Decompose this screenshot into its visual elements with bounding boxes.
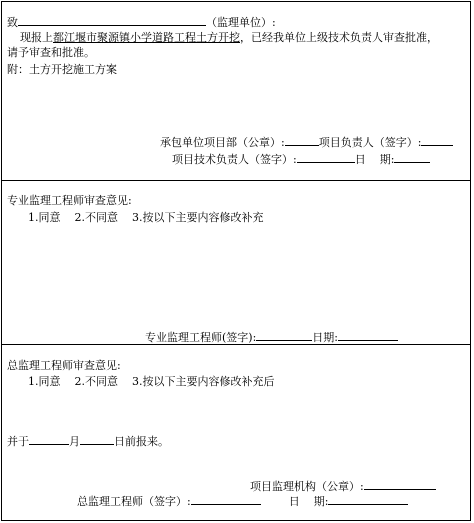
chief-signature-label: 总监理工程师（签字）:: [77, 495, 191, 508]
project-manager-label: 项目负责人（签字）:: [318, 136, 422, 149]
date-label: 期:: [379, 153, 395, 166]
submission-text: [20, 31, 438, 45]
deadline-prefix: 并于: [7, 435, 29, 448]
body-prefix: 现报上: [20, 31, 53, 44]
contractor-seal-field[interactable]: [285, 134, 319, 146]
chief-option-agree: 1.同意: [28, 375, 61, 388]
chief-date-field[interactable]: [328, 493, 408, 505]
specialist-date-field[interactable]: [338, 329, 398, 341]
deadline-day-field[interactable]: [80, 433, 114, 445]
deadline-month-field[interactable]: [29, 433, 69, 445]
date-field[interactable]: [394, 151, 430, 163]
agency-label: 项目监理机构（公章）:: [250, 480, 364, 493]
project-name: 都江堰市聚源镇小学道路工程土方开挖: [53, 31, 240, 44]
chief-signature-line: [77, 493, 408, 509]
option-revise: 3.按以下主要内容修改补充: [132, 211, 264, 224]
deadline-line: [7, 433, 169, 449]
contractor-dept-label: 承包单位项目部（公章）:: [160, 136, 285, 149]
specialist-signature-line: [145, 329, 398, 345]
chief-date-label: 期:: [313, 495, 329, 508]
to-prefix: 致: [7, 16, 18, 29]
tech-lead-field[interactable]: [297, 151, 355, 163]
attachment-note: 附：土方开挖施工方案: [7, 63, 117, 76]
project-manager-field[interactable]: [421, 134, 453, 146]
chief-signature-field[interactable]: [191, 493, 261, 505]
chief-review-title: 总监理工程师审查意见:: [7, 359, 121, 372]
specialist-review-title: 专业监理工程师审查意见:: [7, 194, 132, 207]
chief-day-label: 日: [288, 495, 300, 508]
tech-lead-label: 项目技术负责人（签字）:: [172, 153, 297, 166]
specialist-date-label: 日期:: [312, 331, 339, 344]
body-suffix: ，已经我单位上级技术负责人审查批准，: [240, 31, 438, 44]
specialist-options: [28, 211, 264, 225]
chief-option-revise: 3.按以下主要内容修改补充后: [132, 375, 275, 388]
body-line-2: 请予审查和批准。: [7, 46, 95, 59]
month-label: 月: [69, 435, 80, 448]
to-suffix: （监理单位）:: [206, 16, 276, 29]
option-agree: 1.同意: [28, 211, 61, 224]
deadline-suffix: 日前报来。: [114, 435, 169, 448]
contractor-signature-line: [160, 134, 453, 150]
chief-options: [28, 375, 275, 389]
tech-lead-line: [172, 151, 430, 167]
chief-option-disagree: 2.不同意: [74, 375, 118, 388]
supervisor-unit-field[interactable]: [18, 14, 206, 26]
addressee-line: [7, 14, 276, 30]
day-label: 日: [354, 153, 366, 166]
specialist-signature-label: 专业监理工程师(签字):: [145, 331, 257, 344]
specialist-signature-field[interactable]: [256, 329, 312, 341]
agency-seal-line: [250, 478, 436, 494]
agency-seal-field[interactable]: [364, 478, 436, 490]
option-disagree: 2.不同意: [74, 211, 118, 224]
section-divider-1: [1, 180, 471, 181]
